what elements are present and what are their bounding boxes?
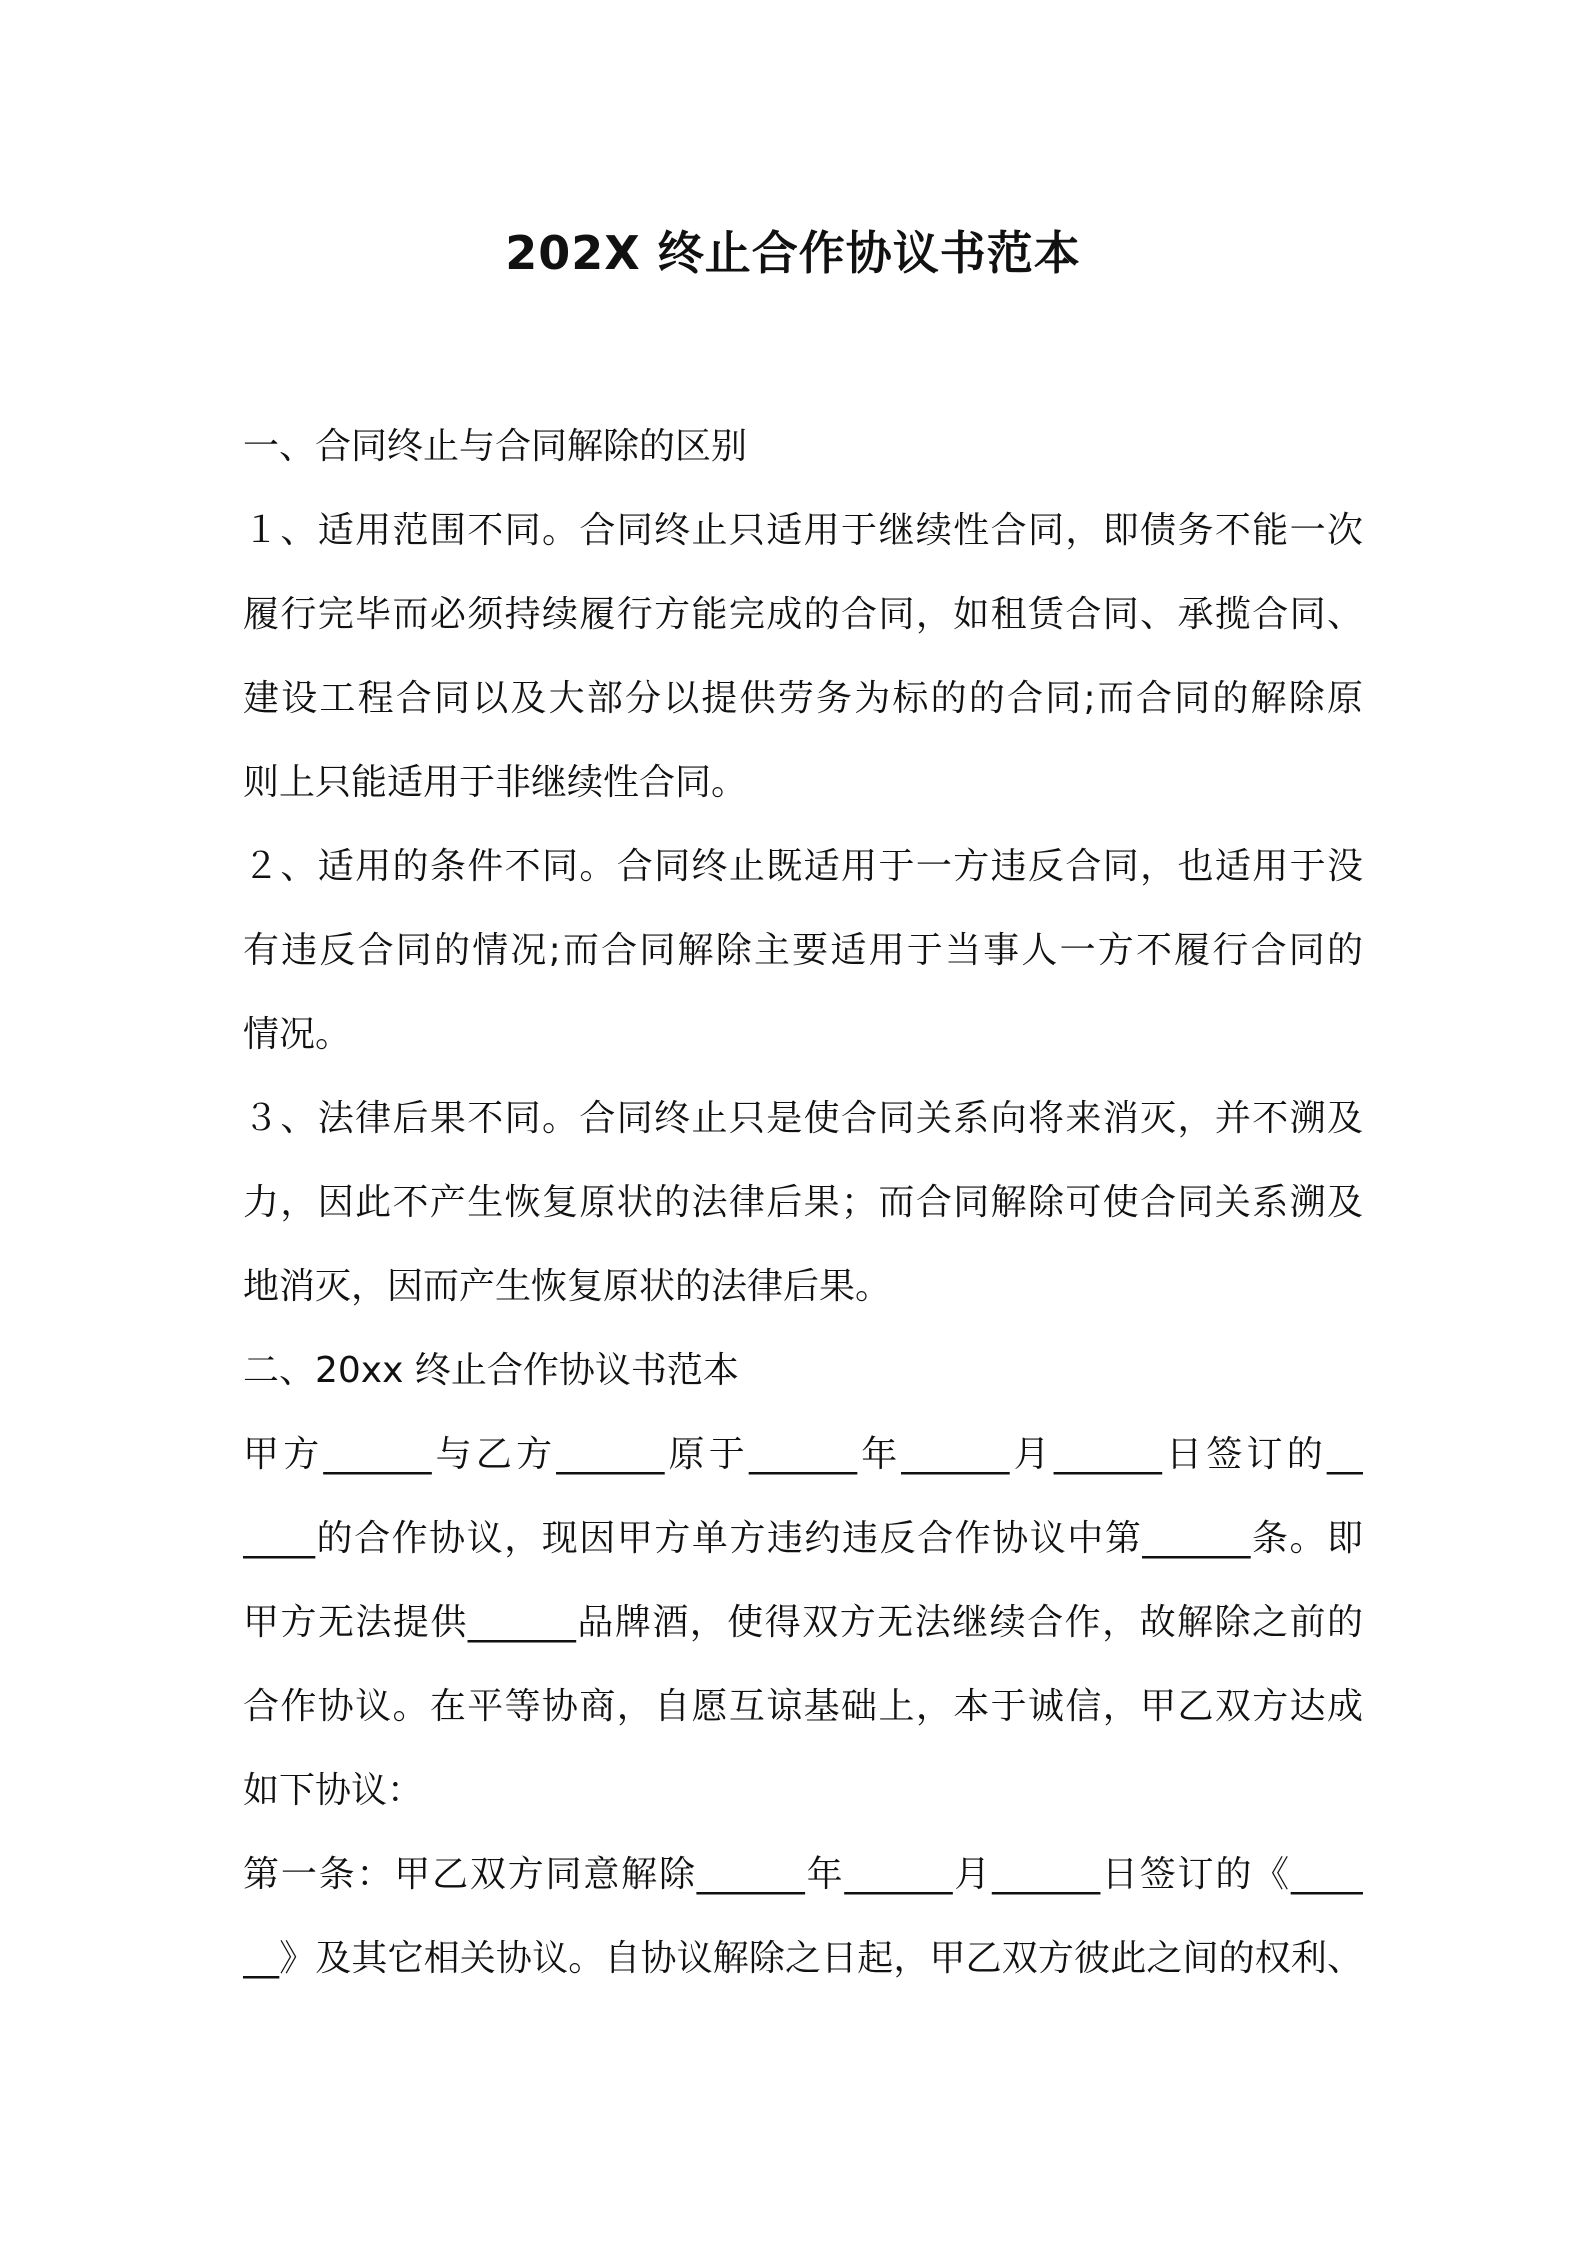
section-heading-2: 二、20xx 终止合作协议书范本 — [243, 1350, 739, 1391]
paragraph-line: ３、法律后果不同。合同终止只是使合同关系向将来消灭，并不溯及 — [243, 1098, 1363, 1139]
paragraph-line: 第一条：甲乙双方同意解除______年______月______日签订的《____ — [243, 1854, 1363, 1895]
paragraph-line: ____的合作协议，现因甲方单方违约违反合作协议中第______条。即 — [243, 1518, 1363, 1559]
paragraph-line: 则上只能适用于非继续性合同。 — [243, 762, 748, 803]
paragraph-line: 甲方无法提供______品牌酒，使得双方无法继续合作，故解除之前的 — [243, 1602, 1363, 1643]
paragraph-line: 履行完毕而必须持续履行方能完成的合同，如租赁合同、承揽合同、 — [243, 594, 1363, 635]
paragraph-line: 如下协议： — [243, 1770, 424, 1811]
paragraph-line: 合作协议。在平等协商，自愿互谅基础上，本于诚信，甲乙双方达成 — [243, 1686, 1363, 1727]
paragraph-line: １、适用范围不同。合同终止只适用于继续性合同，即债务不能一次 — [243, 510, 1363, 551]
paragraph-line: 有违反合同的情况;而合同解除主要适用于当事人一方不履行合同的 — [243, 930, 1363, 971]
section-heading-1: 一、合同终止与合同解除的区别 — [243, 426, 748, 467]
document-body — [243, 405, 1363, 2001]
paragraph-line: 力，因此不产生恢复原状的法律后果；而合同解除可使合同关系溯及 — [243, 1182, 1363, 1223]
document-title: 202X 终止合作协议书范本 — [505, 226, 1081, 280]
paragraph-line: ２、适用的条件不同。合同终止既适用于一方违反合同，也适用于没 — [243, 846, 1363, 887]
paragraph-line: 地消灭，因而产生恢复原状的法律后果。 — [243, 1266, 892, 1307]
paragraph-line: 情况。 — [243, 1014, 352, 1055]
paragraph-line: 甲方______与乙方______原于______年______月______日签订的__ — [243, 1434, 1363, 1475]
paragraph-line: __》及其它相关协议。自协议解除之日起，甲乙双方彼此之间的权利、 — [243, 1938, 1363, 1979]
paragraph-line: 建设工程合同以及大部分以提供劳务为标的的合同;而合同的解除原 — [243, 678, 1363, 719]
